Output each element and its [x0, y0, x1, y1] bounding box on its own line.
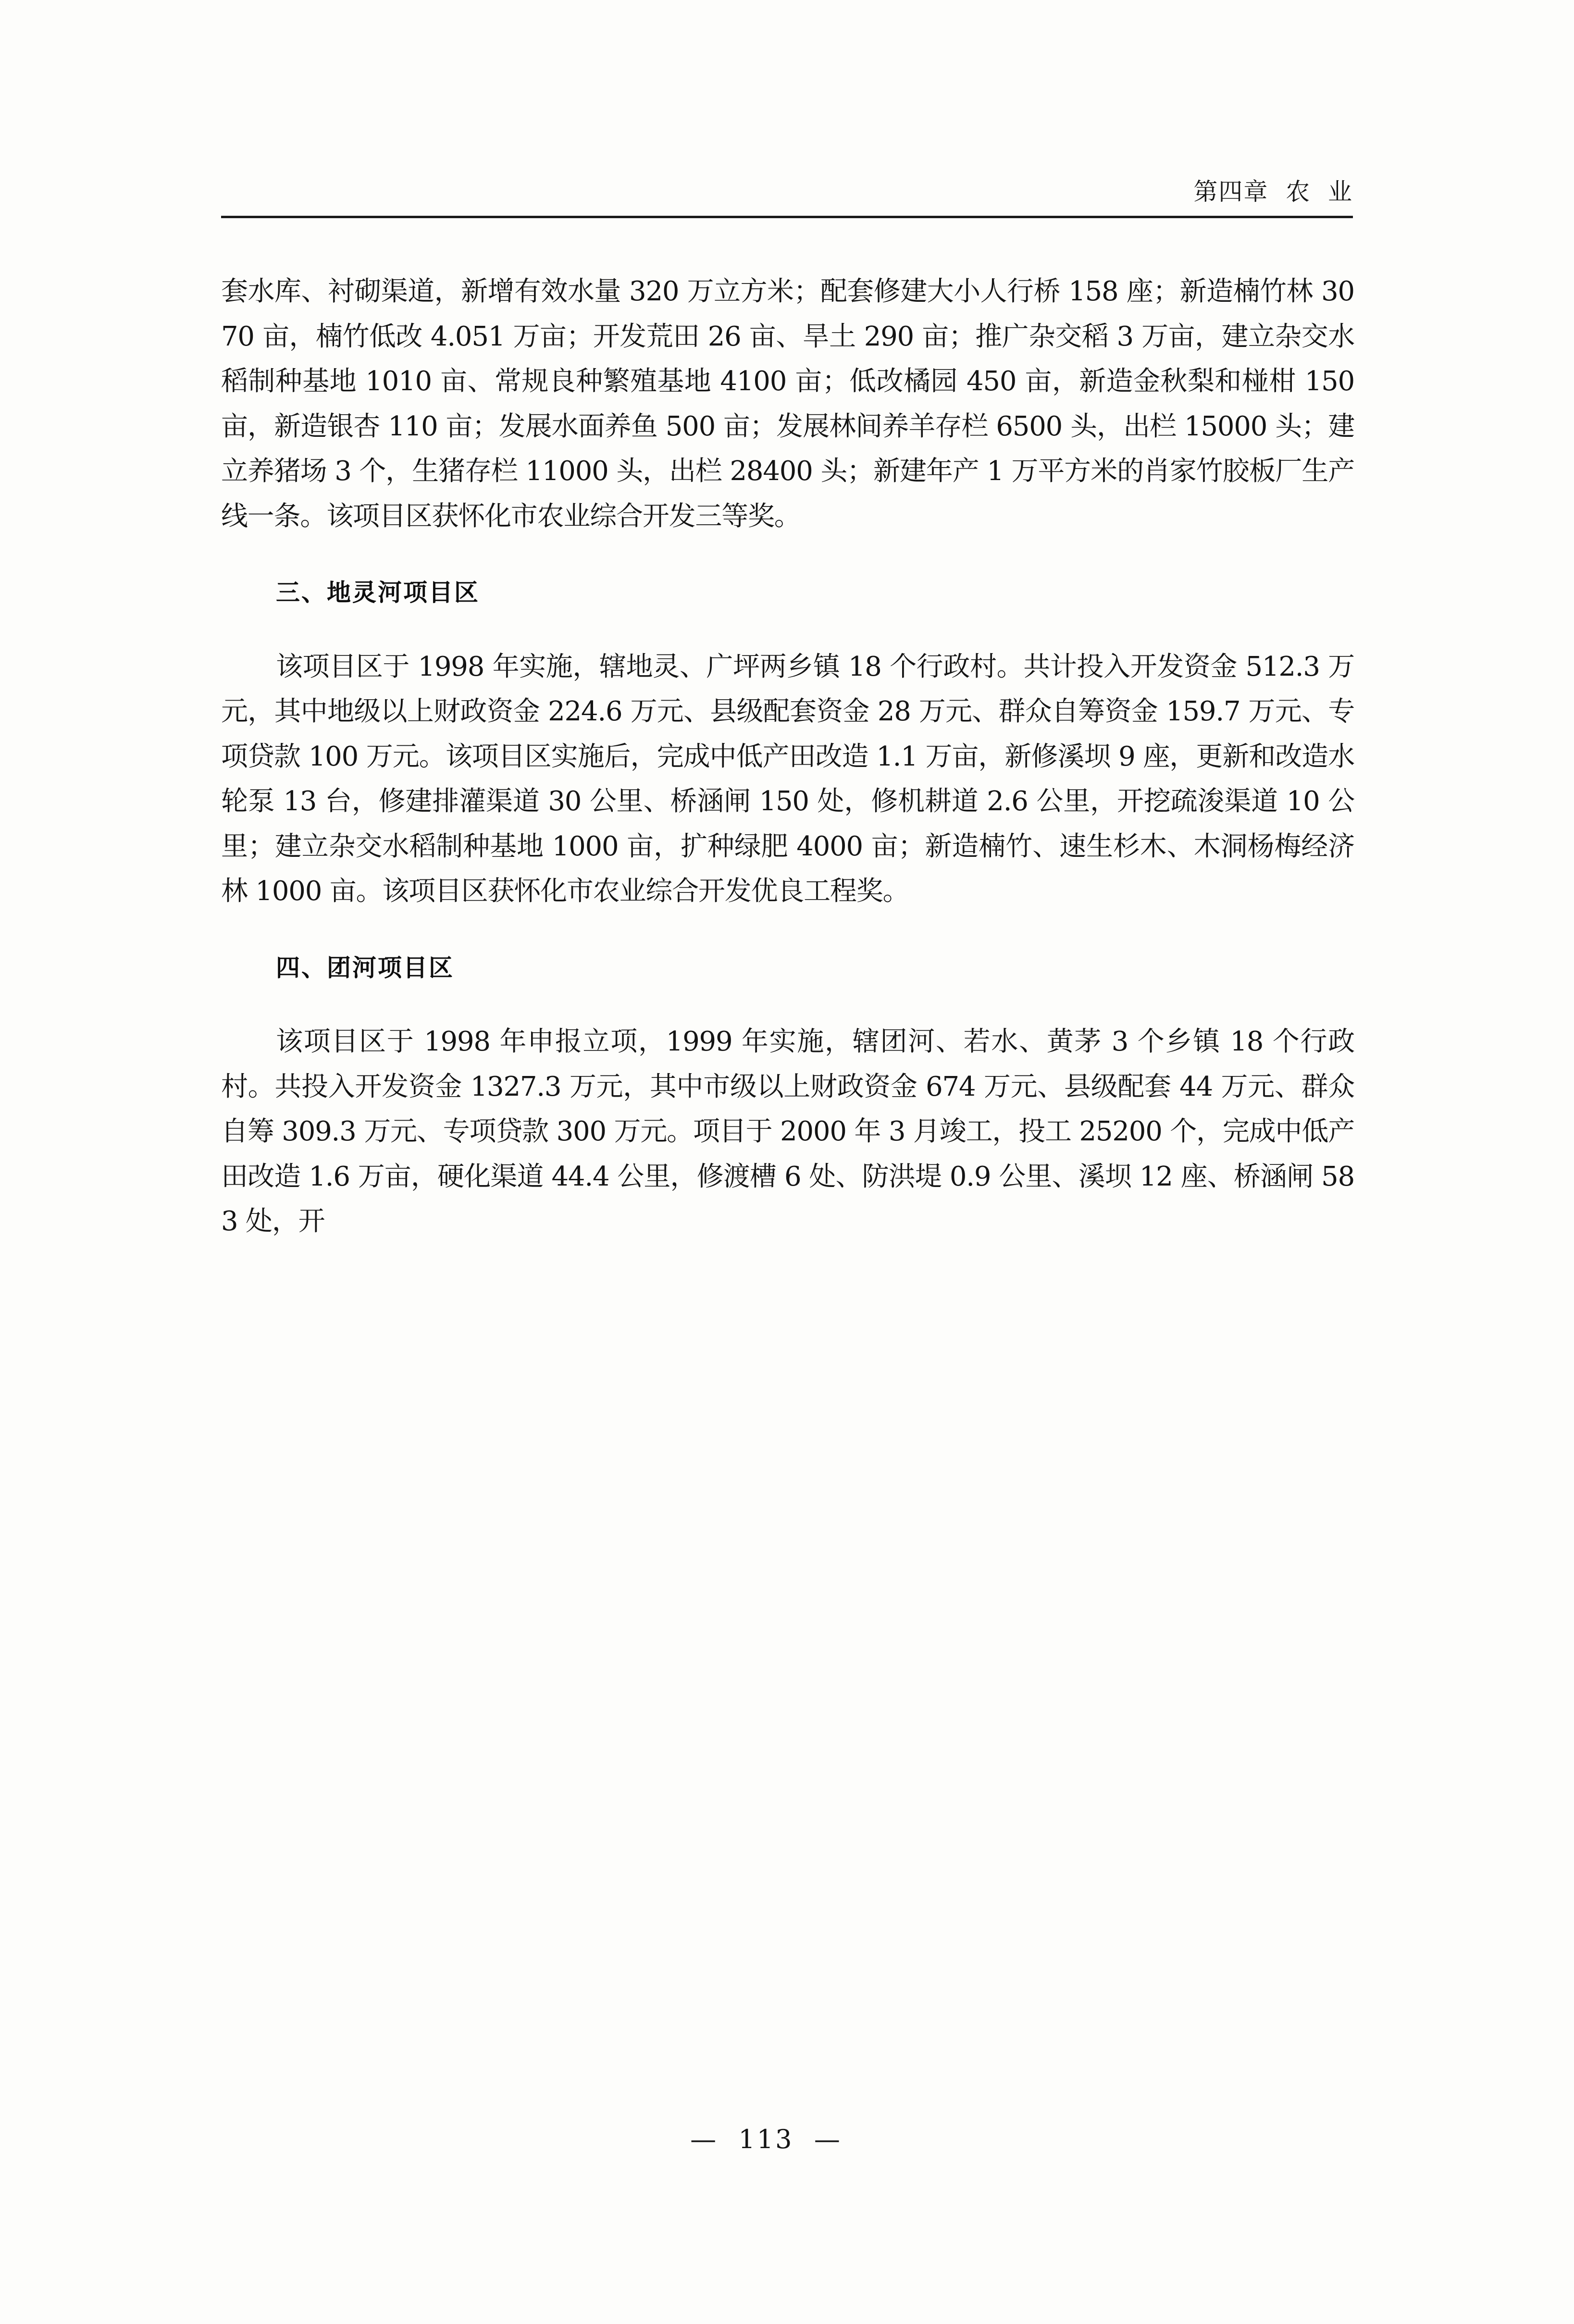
spacer-before-heading-4	[221, 914, 1354, 946]
chapter-title: 第四章 农 业	[1193, 178, 1353, 206]
page-body	[221, 269, 1354, 1244]
paragraph-diling-river: 该项目区于 1998 年实施，辖地灵、广坪两乡镇 18 个行政村。共计投入开发资金 512.3 万元，其中地级以上财政资金 224.6 万元、县级配套资金 28 万元、群众自筹资金 159.7 万元、专项贷款 100 万元。该项目区实施后，完成中低产田改造 1.1 万亩，新修溪坝 9 座，更新和改造水轮泵 13 台，修建排灌渠道 30 公里、桥涵闸 150 处，修机耕道 2.6 公里，开挖疏浚渠道 10 公里；建立杂交水稻制种基地 1000 亩，扩种绿肥 4000 亩；新造楠竹、速生杉木、木洞杨梅经济林 1000 亩。该项目区获怀化市农业综合开发优良工程奖。	[221, 651, 1354, 907]
page-header	[221, 179, 1353, 218]
section-heading-3: 三、地灵河项目区	[276, 579, 480, 606]
header-divider-rule	[221, 216, 1353, 218]
spacer-before-heading-3	[221, 539, 1354, 570]
section-heading-4: 四、团河项目区	[276, 953, 454, 982]
page-number: — 113 —	[690, 2124, 842, 2154]
spacer-after-heading-3	[221, 616, 1354, 644]
page-footer	[221, 2124, 1354, 2154]
paragraph-tuanhe-river: 该项目区于 1998 年申报立项，1999 年实施，辖团河、若水、黄茅 3 个乡镇 18 个行政村。共投入开发资金 1327.3 万元，其中市级以上财政资金 674 万元、县级配套 44 万元、群众自筹 309.3 万元、专项贷款 300 万元。项目于 2000 年 3 月竣工，投工 25200 个，完成中低产田改造 1.6 万亩，硬化渠道 44.4 公里，修渡槽 6 处、防洪堤 0.9 公里、溪坝 12 座、桥涵闸 583 处，开	[221, 1026, 1354, 1237]
spacer-after-heading-4	[221, 990, 1354, 1019]
paragraph-continued: 套水库、衬砌渠道，新增有效水量 320 万立方米；配套修建大小人行桥 158 座；新造楠竹林 3070 亩，楠竹低改 4.051 万亩；开发荒田 26 亩、旱土 290 亩；推广杂交稻 3 万亩，建立杂交水稻制种基地 1010 亩、常规良种繁殖基地 4100 亩；低改橘园 450 亩，新造金秋梨和椪柑 150 亩，新造银杏 110 亩；发展水面养鱼 500 亩；发展林间养羊存栏 6500 头，出栏 15000 头；建立养猪场 3 个，生猪存栏 11000 头，出栏 28400 头；新建年产 1 万平方米的肖家竹胶板厂生产线一条。该项目区获怀化市农业综合开发三等奖。	[221, 276, 1354, 532]
